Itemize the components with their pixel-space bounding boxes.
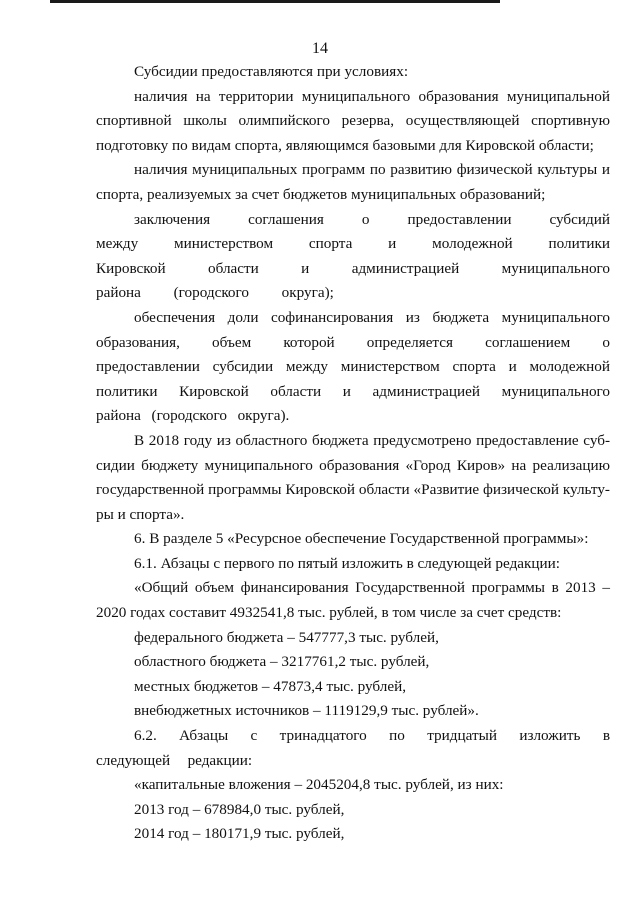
paragraph-federal-budget: федерального бюджета – 547777,3 тыс. рублей, bbox=[134, 628, 439, 646]
paragraph-condition-municipal-programs: наличия муниципальных программ по развитию физической культуры и спорта, реализуемых за счет бюджетов муниципальных образований; bbox=[96, 161, 610, 203]
paragraph-section-6-1: 6.1. Абзацы с первого по пятый изложить в следующей редакции: bbox=[134, 554, 561, 572]
paragraph-local-budgets: местных бюджетов – 47873,4 тыс. рублей, bbox=[134, 677, 406, 695]
paragraph-section-6-2: 6.2. Абзацы с тринадцатого по тридцатый изложить в следующей редакции: bbox=[96, 727, 610, 769]
paragraph-2018-subsidy: В 2018 году из областного бюджета предусмотрено предоставление суб-сидии бюджету муниципального образования «Город Киров» на реализацию государственной программы Кировской области «Развитие физической культу-ры и спорта». bbox=[96, 431, 610, 523]
paragraph-extrabudgetary: внебюджетных источников – 1119129,9 тыс. рублей». bbox=[134, 702, 479, 720]
paragraph-regional-budget: областного бюджета – 3217761,2 тыс. рублей, bbox=[134, 653, 430, 671]
paragraph-conditions-intro: Субсидии предоставляются при условиях: bbox=[134, 63, 409, 80]
paragraph-year-2014: 2014 год – 180171,9 тыс. рублей, bbox=[134, 825, 345, 843]
paragraph-total-funding: «Общий объем финансирования Государственной программы в 2013 – 2020 годах составит 4932541,8 тыс. рублей, в том числе за счет средств: bbox=[96, 579, 610, 622]
paragraph-section-6: 6. В разделе 5 «Ресурсное обеспечение Государственной программы»: bbox=[134, 530, 589, 548]
paragraph-condition-agreement: заключения соглашения о предоставлении субсидий между министерством спорта и молодежной политики Кировской области и администрацией муниципального района (городского округа); bbox=[96, 210, 610, 302]
top-border-line bbox=[50, 0, 500, 3]
paragraph-condition-cofinancing: обеспечения доли софинансирования из бюджета муниципального образования, объем которой определяется соглашением о предоставлении субсидии между министерством спорта и молодежной политики Кировской области и администрацией муниципального района (городского округа). bbox=[96, 308, 610, 425]
page-number: 14 bbox=[312, 40, 328, 57]
paragraph-condition-sports-school: наличия на территории муниципального образования муниципальной спортивной школы олимпийского резерва, осуществляющей спортивную подготовку по видам спорта, являющимся базовыми для Кировской области; bbox=[96, 87, 610, 154]
paragraph-capital-investments: «капитальные вложения – 2045204,8 тыс. рублей, из них: bbox=[134, 776, 504, 794]
document-body bbox=[96, 60, 610, 847]
paragraph-year-2013: 2013 год – 678984,0 тыс. рублей, bbox=[134, 800, 345, 818]
